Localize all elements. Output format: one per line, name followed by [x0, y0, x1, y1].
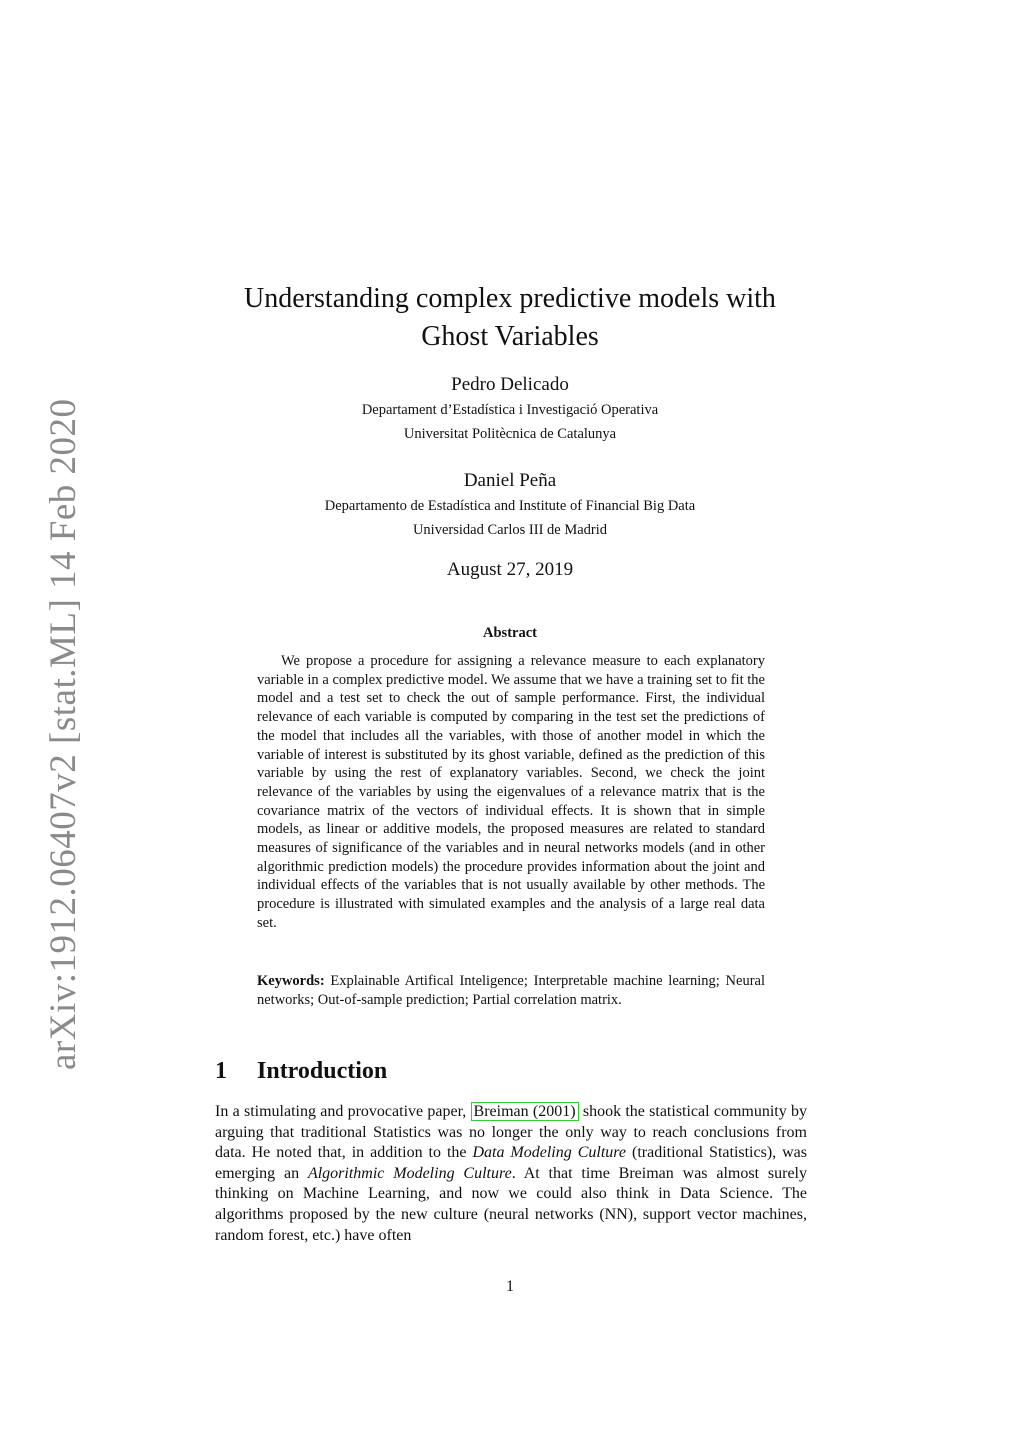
emphasis-text: Data Modeling Culture [472, 1144, 627, 1162]
keywords-label: Keywords: [257, 973, 325, 989]
emphasis-text: Algorithmic Modeling Culture [307, 1164, 512, 1182]
page-number: 1 [506, 1278, 514, 1295]
keywords-list: Explainable Artifical Inteligence; Interpretable machine learning; Neural networks; Out-of-sample prediction; Partial correlation matrix. [257, 973, 766, 1008]
author-name: Pedro Delicado [451, 374, 569, 395]
intro-text: In a stimulating and provocative paper, [215, 1103, 471, 1120]
author-name: Daniel Peña [463, 470, 557, 491]
intro-text: (traditional Statistics), was emerging an [215, 1144, 808, 1182]
paper-title [180, 280, 840, 356]
title-line-2: Ghost Variables [421, 321, 599, 352]
title-line-1: Understanding complex predictive models with [244, 283, 776, 314]
introduction-paragraph [215, 1102, 807, 1246]
publication-date: August 27, 2019 [446, 559, 574, 580]
section-title: Introduction [257, 1058, 388, 1084]
intro-text: shook the statistical community by arguing that traditional Statistics was no longer the only way to reach conclusions from data. He noted that, in addition to the [215, 1103, 807, 1162]
section-number: 1 [215, 1058, 227, 1084]
section-heading [215, 1058, 387, 1085]
author-affiliation: Universidad Carlos III de Madrid [412, 522, 608, 538]
author-affiliation: Universitat Politècnica de Catalunya [403, 426, 617, 442]
author-affiliation: Departament d’Estadística i Investigació Operativa [361, 402, 659, 418]
abstract-text: We propose a procedure for assigning a relevance measure to each explanatory variable in a complex predictive model. We assume that we have a training set to fit the model and a test set to check the out of sample performance. First, the individual relevance of each variable is computed by comparing in the test set the predictions of the model that includes all the variables, with those of another model in which the variable of interest is substituted by its ghost variable, defined as the prediction of this variable by using the rest of explanatory variables. Second, we check the joint relevance of the variables by using the eigenvalues of a relevance matrix that is the covariance matrix of the vectors of individual effects. It is shown that in simple models, as linear or additive models, the proposed measures are related to standard measures of significance of the variables and in neural networks models (and in other algorithmic prediction models) the procedure provides information about the joint and individual effects of the variables that is not usually available by other methods. The procedure is illustrated with simulated examples and the analysis of a large real data set. [257, 653, 765, 931]
abstract-heading: Abstract [483, 625, 537, 641]
author-affiliation: Departamento de Estadística and Institute of Financial Big Data [324, 498, 696, 514]
citation-link[interactable]: Breiman (2001) [471, 1102, 579, 1121]
intro-text: . At that time Breiman was almost surely thinking on Machine Learning, and now we could also think in Data Science. The algorithms proposed by the new culture (neural networks (NN), support vector machines, random forest, etc.) have often [215, 1164, 807, 1244]
keywords [257, 972, 765, 1009]
arxiv-identifier-stamp[interactable]: arXiv:1912.06407v2 [stat.ML] 14 Feb 2020 [43, 398, 84, 1070]
